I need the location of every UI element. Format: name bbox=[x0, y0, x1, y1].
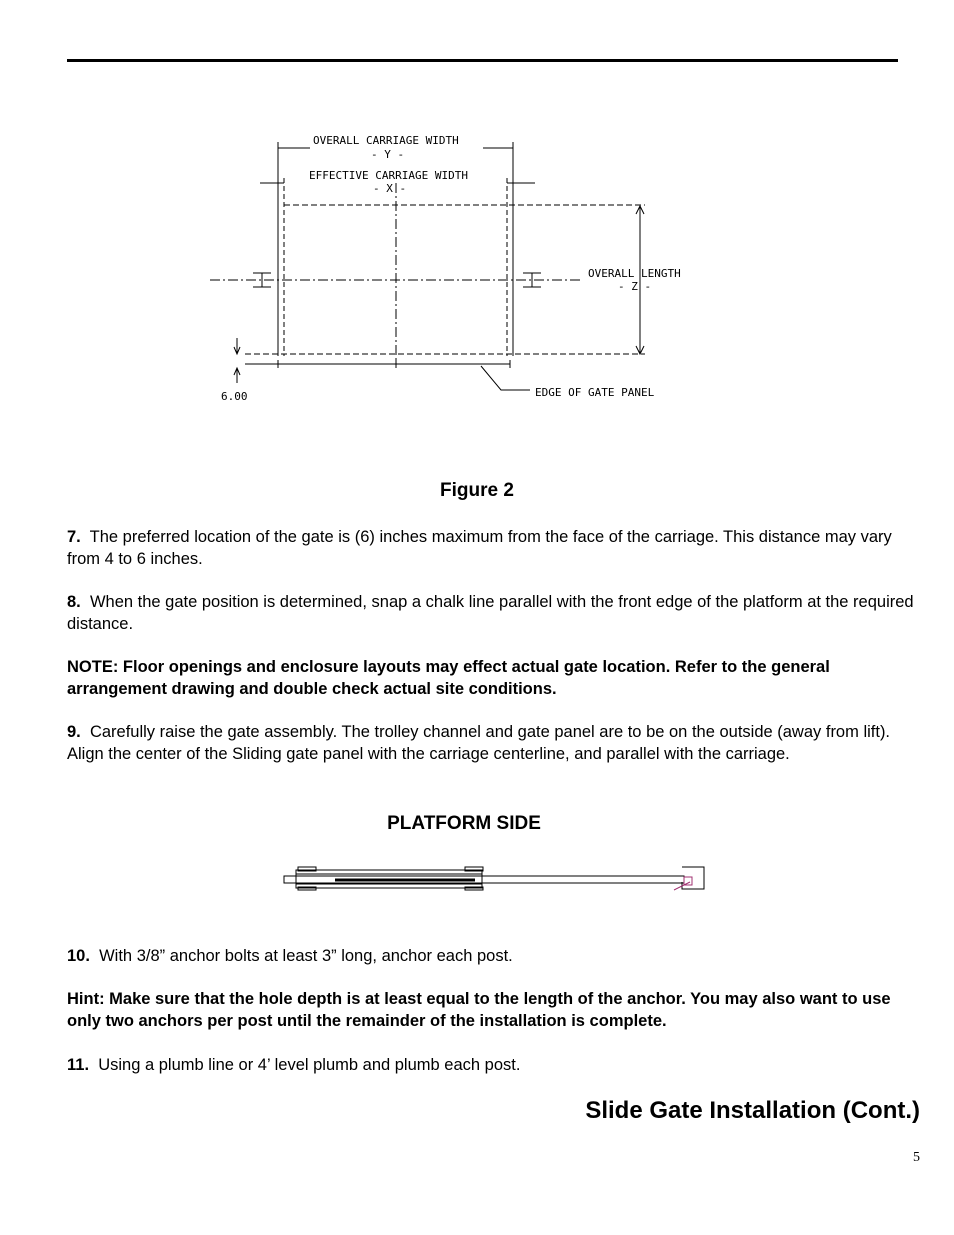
step-number: 10. bbox=[67, 947, 90, 965]
carriage-diagram-svg bbox=[205, 128, 705, 413]
hint-paragraph: Hint: Make sure that the hole depth is at least equal to the length of the anchor. You may also want to use only two anchors per post until the remainder of the installation is complete. bbox=[67, 990, 891, 1030]
edge-of-gate-label: EDGE OF GATE PANEL bbox=[535, 386, 655, 399]
step-10 bbox=[67, 945, 922, 967]
platform-side-diagram bbox=[280, 862, 710, 894]
step-number: 9. bbox=[67, 723, 81, 741]
step-text: With 3/8” anchor bolts at least 3” long, anchor each post. bbox=[99, 947, 513, 965]
overall-length-label: OVERALL LENGTH bbox=[588, 267, 681, 280]
step-text: The preferred location of the gate is (6) inches maximum from the face of the carriage. This distance may vary from 4 to 6 inches. bbox=[67, 528, 892, 568]
edge-leader-line bbox=[481, 366, 530, 390]
step-text: Carefully raise the gate assembly. The trolley channel and gate panel are to be on the outside (away from lift). Align the center of the Sliding gate panel with the carriage centerline, and parallel with the carriage. bbox=[67, 723, 891, 763]
step-9 bbox=[67, 721, 922, 765]
section-title: Slide Gate Installation (Cont.) bbox=[585, 1097, 920, 1124]
step-number: 7. bbox=[67, 528, 81, 546]
dimension-label: 6.00 bbox=[221, 390, 248, 403]
header-rule bbox=[67, 59, 898, 62]
effective-width-label: EFFECTIVE CARRIAGE WIDTH bbox=[309, 169, 468, 182]
overall-width-label: OVERALL CARRIAGE WIDTH bbox=[313, 134, 459, 147]
figure-2-diagram bbox=[205, 128, 705, 413]
step-number: 11. bbox=[67, 1056, 90, 1074]
step-11 bbox=[67, 1054, 922, 1076]
z-label: - Z - bbox=[618, 280, 652, 293]
y-label: - Y - bbox=[371, 148, 405, 161]
step-8 bbox=[67, 591, 922, 635]
step-text: Using a plumb line or 4’ level plumb and plumb each post. bbox=[98, 1056, 521, 1074]
platform-side-svg bbox=[280, 862, 710, 894]
page-number: 5 bbox=[913, 1150, 920, 1165]
note-paragraph: NOTE: Floor openings and enclosure layouts may effect actual gate location. Refer to the general arrangement drawing and double check actual site conditions. bbox=[67, 658, 830, 698]
step-number: 8. bbox=[67, 593, 81, 611]
step-7 bbox=[67, 526, 922, 570]
platform-side-heading: PLATFORM SIDE bbox=[387, 813, 541, 834]
x-label: - X - bbox=[373, 182, 407, 195]
step-text: When the gate position is determined, snap a chalk line parallel with the front edge of the platform at the required distance. bbox=[67, 593, 914, 633]
figure-caption: Figure 2 bbox=[440, 480, 514, 501]
